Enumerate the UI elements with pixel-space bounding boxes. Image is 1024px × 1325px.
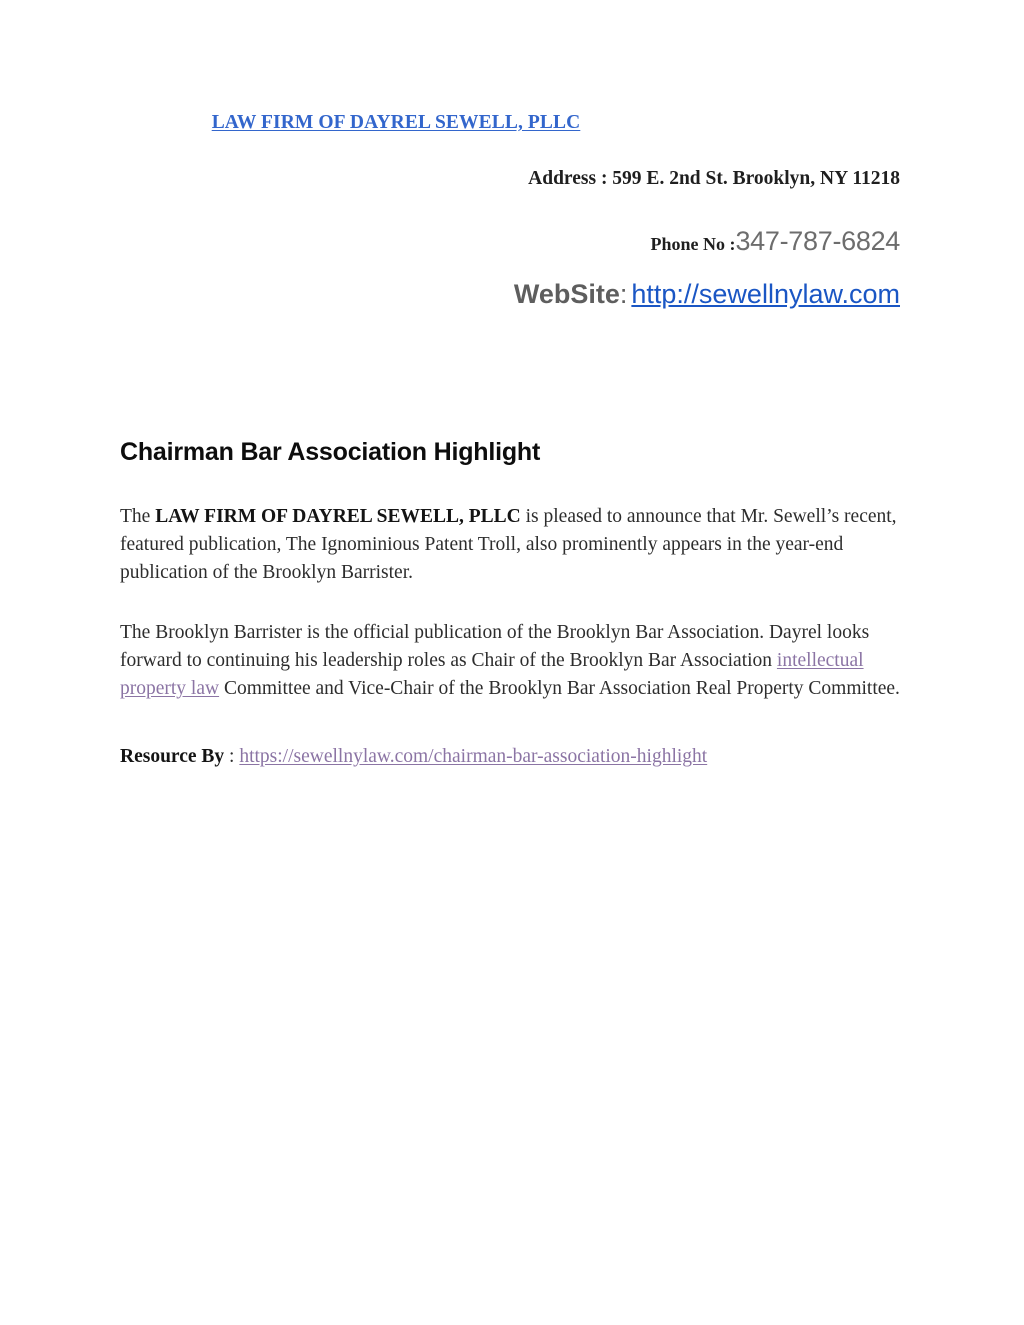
resource-row <box>120 743 910 771</box>
phone-number: 347-787-6824 <box>735 226 900 256</box>
paragraph-2-tail: Committee and Vice-Chair of the Brooklyn Bar Association Real Property Committee. <box>219 678 900 699</box>
website-label: WebSite <box>513 279 620 309</box>
phone-label: Phone No : <box>650 234 736 254</box>
paragraph-2-lead: The Brooklyn Barrister is the official publication of the Brooklyn Bar Association. Dayrel looks forward to continuing his leadership roles as Chair of the Brooklyn Bar Association <box>120 622 870 671</box>
resource-separator: : <box>224 746 240 767</box>
firm-title-link[interactable]: LAW FIRM OF DAYREL SEWELL, PLLC <box>211 112 581 133</box>
website-row <box>0 279 904 310</box>
phone-row <box>0 226 904 257</box>
address-row <box>0 168 904 190</box>
page-title: Chairman Bar Association Highlight <box>120 438 541 466</box>
resource-url-link[interactable]: https://sewellnylaw.com/chairman-bar-association-highlight <box>239 746 708 767</box>
website-url-link[interactable]: http://sewellnylaw.com <box>631 279 900 309</box>
paragraph-barrister <box>120 619 910 703</box>
paragraph-1-firm-name: LAW FIRM OF DAYREL SEWELL, PLLC <box>155 506 521 527</box>
paragraph-announcement <box>120 503 910 587</box>
paragraph-1-tail: is pleased to announce that Mr. Sewell’s recent, featured publication, The Ignominious Patent Troll, also prominently appears in the year-end publication of the Brooklyn Barrister. <box>120 506 897 583</box>
address-text: Address : 599 E. 2nd St. Brooklyn, NY 11218 <box>528 168 900 189</box>
website-separator: : <box>619 279 628 309</box>
paragraph-1-lead: The <box>120 506 156 527</box>
article-body <box>120 438 910 791</box>
intellectual-property-law-link[interactable]: intellectual property law <box>120 650 864 699</box>
letterhead-header <box>0 112 904 310</box>
resource-label: Resource By <box>120 746 225 767</box>
firm-title-row <box>0 112 904 134</box>
